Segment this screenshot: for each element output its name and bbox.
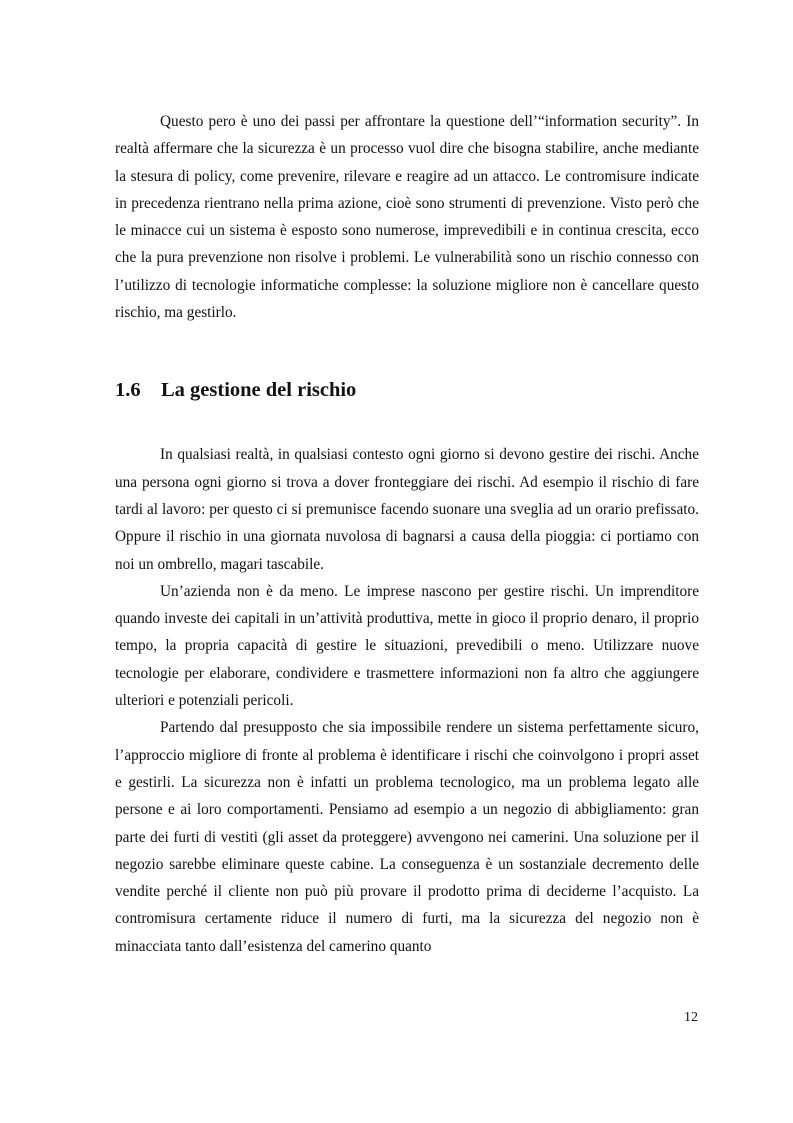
- page-body: [115, 108, 699, 960]
- section-heading: [115, 376, 699, 404]
- section-number: 1.6: [115, 379, 141, 402]
- body-paragraph: In qualsiasi realtà, in qualsiasi contesto ogni giorno si devono gestire dei rischi. Anche una persona ogni giorno si trova a dover fronteggiare dei rischi. Ad esempio il rischio di fare tardi al lavoro: per questo ci si premunisce facendo suonare una sveglia ad un orario prefissato. Oppure il rischio in una giornata nuvolosa di bagnarsi a causa della pioggia: ci portiamo con noi un ombrello, magari tascabile.: [115, 446, 699, 573]
- section-title: La gestione del rischio: [161, 379, 357, 402]
- section-spacer: [115, 404, 699, 441]
- page-number: 12: [684, 1010, 698, 1025]
- body-paragraph: Questo pero è uno dei passi per affrontare la questione dell’“information security”. In realtà affermare che la sicurezza è un processo vuol dire che bisogna stabilire, anche mediante la stesura di policy, come prevenire, rilevare e reagire ad un attacco. Le contromisure indicate in precedenza rientrano nella prima azione, cioè sono strumenti di prevenzione. Visto però che le minacce cui un sistema è esposto sono numerose, imprevedibili e in continua crescita, ecco che la pura prevenzione non risolve i problemi. Le vulnerabilità sono un rischio connesso con l’utilizzo di tecnologie informatiche complesse: la soluzione migliore non è cancellare questo rischio, ma gestirlo.: [115, 113, 699, 322]
- body-paragraph: Partendo dal presupposto che sia impossibile rendere un sistema perfettamente sicuro, l’approccio migliore di fronte al problema è identificare i rischi che coinvolgono i propri asset e gestirli. La sicurezza non è infatti un problema tecnologico, ma un problema legato alle persone e ai loro comportamenti. Pensiamo ad esempio a un negozio di abbigliamento: gran parte dei furti di vestiti (gli asset da proteggere) avvengono nei camerini. Una soluzione per il negozio sarebbe eliminare queste cabine. La conseguenza è un sostanziale decremento delle vendite perché il cliente non può più provare il prodotto prima di deciderne l’acquisto. La contromisura certamente riduce il numero di furti, ma la sicurezza del negozio non è minacciata tanto dall’esistenza del camerino quanto: [115, 719, 699, 955]
- body-paragraph: Un’azienda non è da meno. Le imprese nascono per gestire rischi. Un imprenditore quando investe dei capitali in un’attività produttiva, mette in gioco il proprio denaro, il proprio tempo, la propria capacità di gestire le situazioni, prevedibili o meno. Utilizzare nuove tecnologie per elaborare, condividere e trasmettere informazioni non fa altro che aggiungere ulteriori e potenziali pericoli.: [115, 582, 699, 710]
